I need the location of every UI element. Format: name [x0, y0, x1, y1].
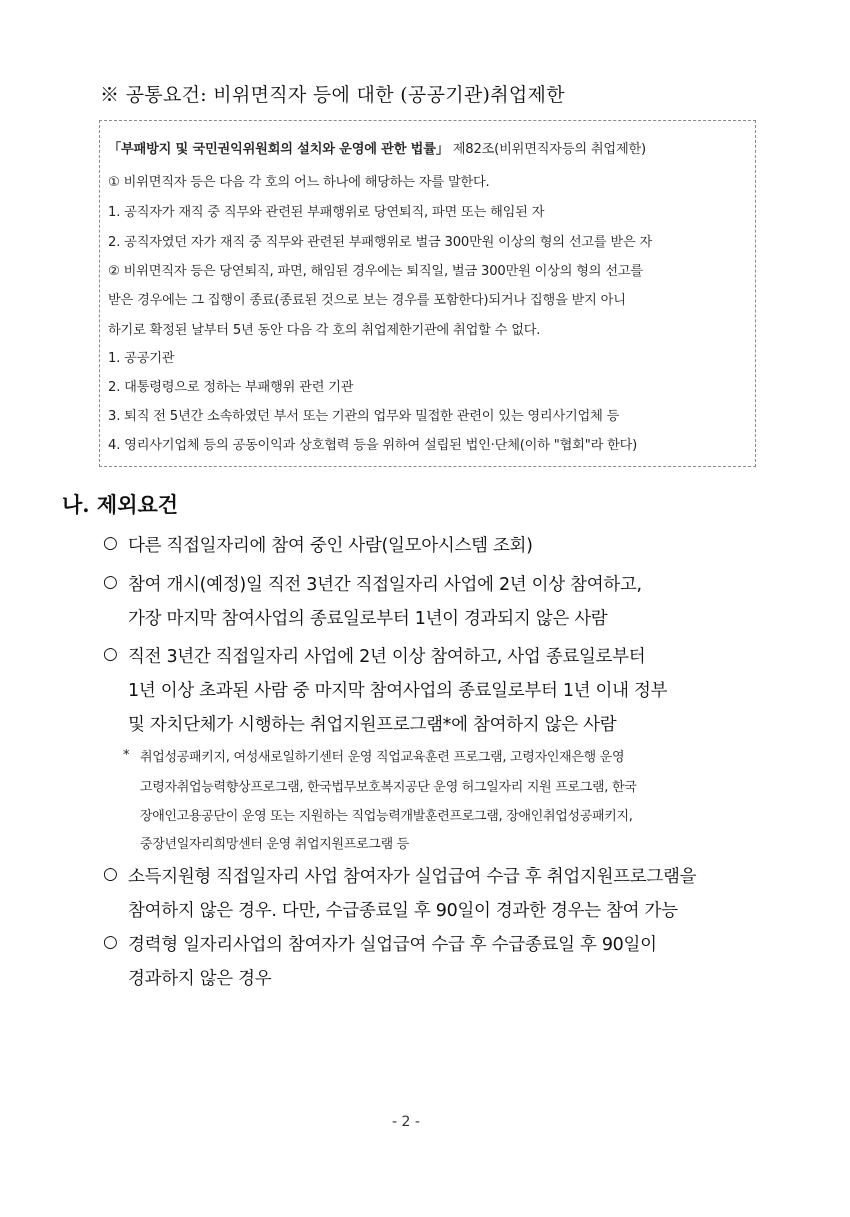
exclusion-item: 소득지원형 직접일자리 사업 참여자가 실업급여 수급 후 취업지원프로그램을: [128, 867, 697, 887]
exclusion-item: 경력형 일자리사업의 참여자가 실업급여 수급 후 수급종료일 후 90일이: [128, 935, 657, 955]
law-line: ② 비위면직자 등은 당연퇴직, 파면, 해임된 경우에는 퇴직일, 벌금 300만원 이상의 형의 선고를: [108, 264, 643, 279]
footnote-line: 중장년일자리희망센터 운영 취업지원프로그램 등: [140, 837, 409, 852]
law-line: 2. 공직자였던 자가 재직 중 직무와 관련된 부패행위로 벌금 300만원 이상의 형의 선고를 받은 자: [108, 235, 653, 250]
circle-bullet-icon: ○: [103, 533, 118, 553]
law-line: 1. 공공기관: [108, 351, 175, 366]
law-line: 하기로 확정된 날부터 5년 동안 다음 각 호의 취업제한기관에 취업할 수 없다.: [108, 323, 541, 338]
law-line: ① 비위면직자 등은 다음 각 호의 어느 하나에 해당하는 자를 말한다.: [108, 175, 490, 190]
circle-bullet-icon: ○: [103, 864, 118, 884]
exclusion-item: 다른 직접일자리에 참여 중인 사람(일모아시스템 조회): [128, 536, 533, 556]
footnote-line: 고령자취업능력향상프로그램, 한국법무보호복지공단 운영 허그일자리 지원 프로그램, 한국: [140, 780, 637, 795]
exclusion-item: 직전 3년간 직접일자리 사업에 2년 이상 참여하고, 사업 종료일로부터: [128, 647, 646, 667]
common-requirement-heading: ※ 공통요건: 비위면직자 등에 대한 (공공기관)취업제한: [100, 84, 565, 106]
law-name: 「부패방지 및 국민권익위원회의 설치와 운영에 관한 법률」: [108, 142, 449, 157]
exclusion-item-cont: 1년 이상 초과된 사람 중 마지막 참여사업의 종료일로부터 1년 이내 정부: [128, 681, 668, 701]
exclusion-item-cont: 및 자치단체가 시행하는 취업지원프로그램*에 참여하지 않은 사람: [128, 715, 617, 735]
exclusion-item-cont: 경과하지 않은 경우: [128, 969, 272, 989]
law-line: 3. 퇴직 전 5년간 소속하였던 부서 또는 기관의 업무와 밀접한 관련이 있는 영리사기업체 등: [108, 409, 620, 424]
circle-bullet-icon: ○: [103, 572, 118, 592]
footnote-line: 장애인고용공단이 운영 또는 지원하는 직업능력개발훈련프로그램, 장애인취업성공패키지,: [140, 809, 633, 824]
exclusion-item: 참여 개시(예정)일 직전 3년간 직접일자리 사업에 2년 이상 참여하고,: [128, 575, 642, 595]
exclusion-section-title: 나. 제외요건: [62, 492, 179, 517]
page-number: - 2 -: [392, 1114, 420, 1130]
exclusion-item-cont: 참여하지 않은 경우. 다만, 수급종료일 후 90일이 경과한 경우는 참여 가능: [128, 901, 678, 921]
law-article: 제82조(비위면직자등의 취업제한): [448, 142, 646, 157]
footnote-star-icon: *: [123, 748, 130, 763]
footnote-line: 취업성공패키지, 여성새로일하기센터 운영 직업교육훈련 프로그램, 고령자인재은행 운영: [140, 750, 625, 765]
circle-bullet-icon: ○: [103, 644, 118, 664]
law-line: 2. 대통령령으로 정하는 부패행위 관련 기관: [108, 380, 354, 395]
law-line: 1. 공직자가 재직 중 직무와 관련된 부패행위로 당연퇴직, 파면 또는 해임된 자: [108, 205, 545, 220]
law-line: 4. 영리사기업체 등의 공동이익과 상호협력 등을 위하여 설립된 법인·단체(이하 "협회"라 한다): [108, 438, 638, 453]
exclusion-item-cont: 가장 마지막 참여사업의 종료일로부터 1년이 경과되지 않은 사람: [128, 609, 608, 629]
law-title: [108, 138, 646, 157]
circle-bullet-icon: ○: [103, 932, 118, 952]
law-line: 받은 경우에는 그 집행이 종료(종료된 것으로 보는 경우를 포함한다)되거나 집행을 받지 아니: [108, 293, 626, 308]
law-excerpt-box: [99, 120, 756, 467]
